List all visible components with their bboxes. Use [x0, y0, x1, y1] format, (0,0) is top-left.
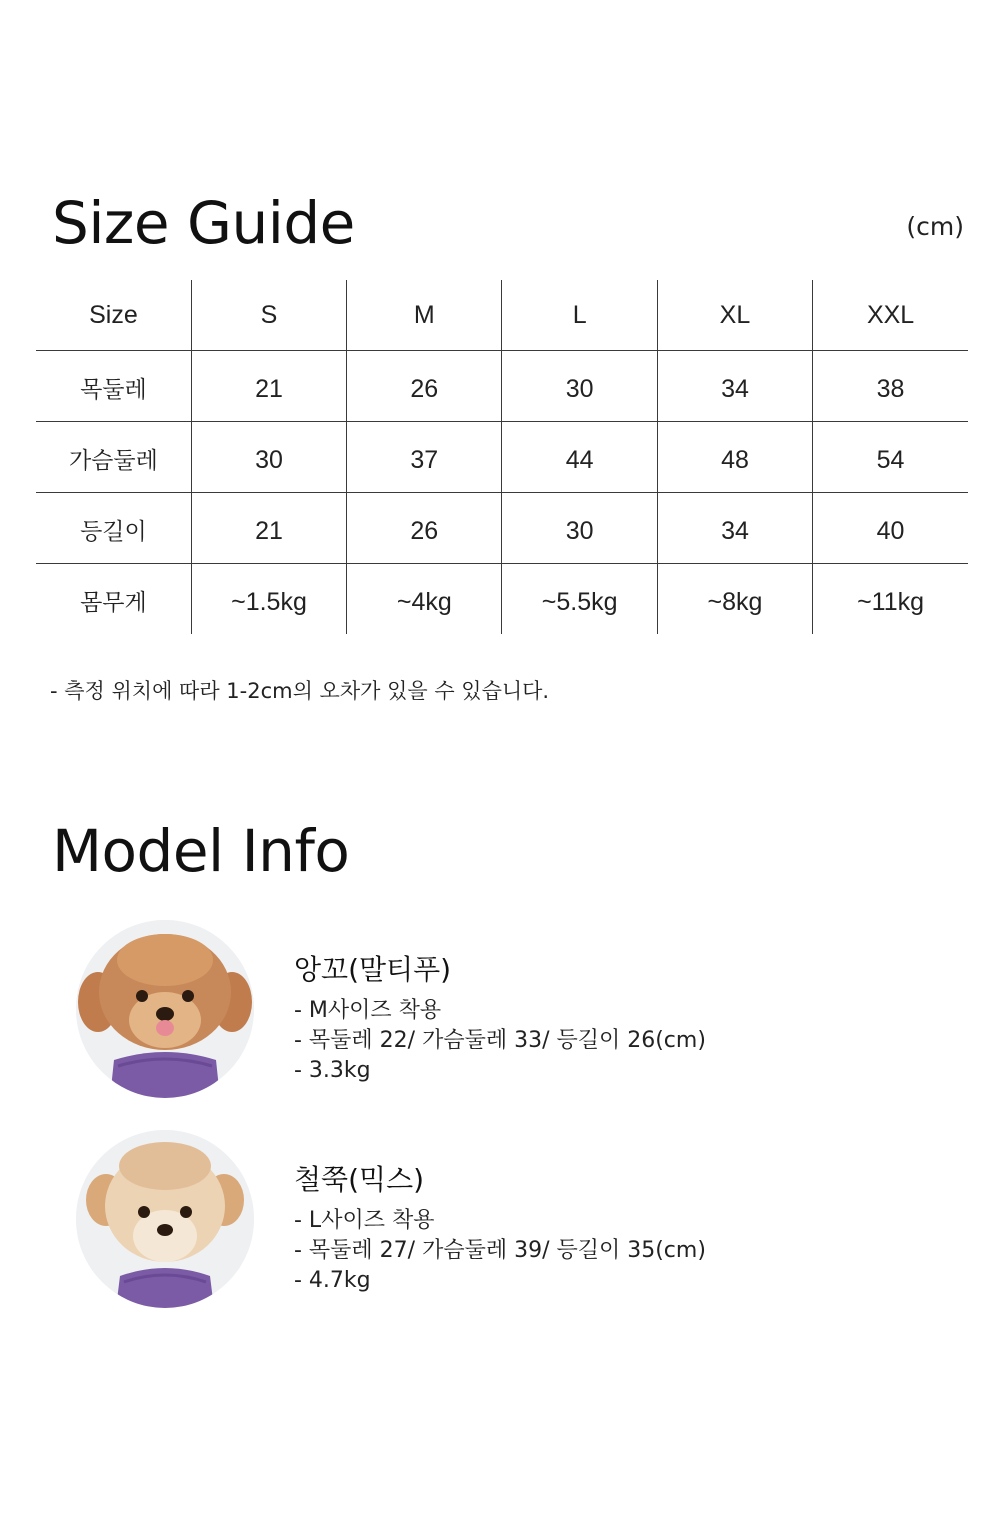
dog-photo-avatar	[76, 1130, 254, 1308]
table-cell: 54	[813, 422, 968, 493]
dog-photo-avatar	[76, 920, 254, 1098]
model-name: 철쭉(믹스)	[294, 1163, 425, 1196]
table-cell: 40	[813, 493, 968, 564]
size-table	[36, 280, 968, 634]
table-row	[36, 351, 968, 422]
table-cell: ~11kg	[813, 564, 968, 635]
model-card	[76, 920, 956, 1100]
table-cell: 26	[347, 351, 502, 422]
table-cell: 21	[191, 493, 346, 564]
model-detail-line: - 목둘레 22/ 가슴둘레 33/ 등길이 26(cm)	[294, 1028, 706, 1053]
table-cell: 48	[657, 422, 812, 493]
unit-label: (cm)	[906, 212, 964, 241]
table-cell: 26	[347, 493, 502, 564]
model-detail-line: - 목둘레 27/ 가슴둘레 39/ 등길이 35(cm)	[294, 1238, 706, 1263]
table-cell: 21	[191, 351, 346, 422]
header-cell: S	[191, 280, 346, 351]
model-details	[294, 1206, 706, 1296]
model-detail-line: - 3.3kg	[294, 1058, 371, 1083]
table-cell: 34	[657, 351, 812, 422]
model-details	[294, 996, 706, 1086]
measurement-note: - 측정 위치에 따라 1-2cm의 오차가 있을 수 있습니다.	[50, 679, 550, 703]
header-cell: M	[347, 280, 502, 351]
table-cell: 38	[813, 351, 968, 422]
table-cell: ~4kg	[347, 564, 502, 635]
table-row	[36, 422, 968, 493]
table-cell: 34	[657, 493, 812, 564]
row-label: 가슴둘레	[36, 422, 191, 493]
model-detail-line: - L사이즈 착용	[294, 1208, 435, 1233]
model-info-title: Model Info	[52, 817, 350, 885]
header-cell: L	[502, 280, 657, 351]
dog-icon	[76, 1130, 254, 1308]
table-cell: 30	[502, 351, 657, 422]
table-cell: 30	[191, 422, 346, 493]
header-cell: XL	[657, 280, 812, 351]
row-label: 몸무게	[80, 590, 147, 616]
header-cell: Size	[36, 280, 191, 351]
model-detail-line: - 4.7kg	[294, 1268, 371, 1293]
table-cell: 37	[347, 422, 502, 493]
size-guide-title: Size Guide	[52, 189, 355, 257]
table-row	[36, 493, 968, 564]
dog-icon	[76, 920, 254, 1098]
model-card	[76, 1130, 956, 1310]
table-row	[36, 564, 968, 635]
table-cell: ~5.5kg	[502, 564, 657, 635]
row-label: 목둘레	[36, 351, 191, 422]
table-cell: 30	[502, 493, 657, 564]
header-cell: XXL	[813, 280, 968, 351]
table-cell: 44	[502, 422, 657, 493]
table-cell: ~8kg	[657, 564, 812, 635]
model-detail-line: - M사이즈 착용	[294, 998, 442, 1023]
row-label: 등길이	[36, 493, 191, 564]
table-header-row	[36, 280, 968, 351]
table-cell: ~1.5kg	[191, 564, 346, 635]
model-name: 앙꼬(말티푸)	[294, 953, 452, 986]
